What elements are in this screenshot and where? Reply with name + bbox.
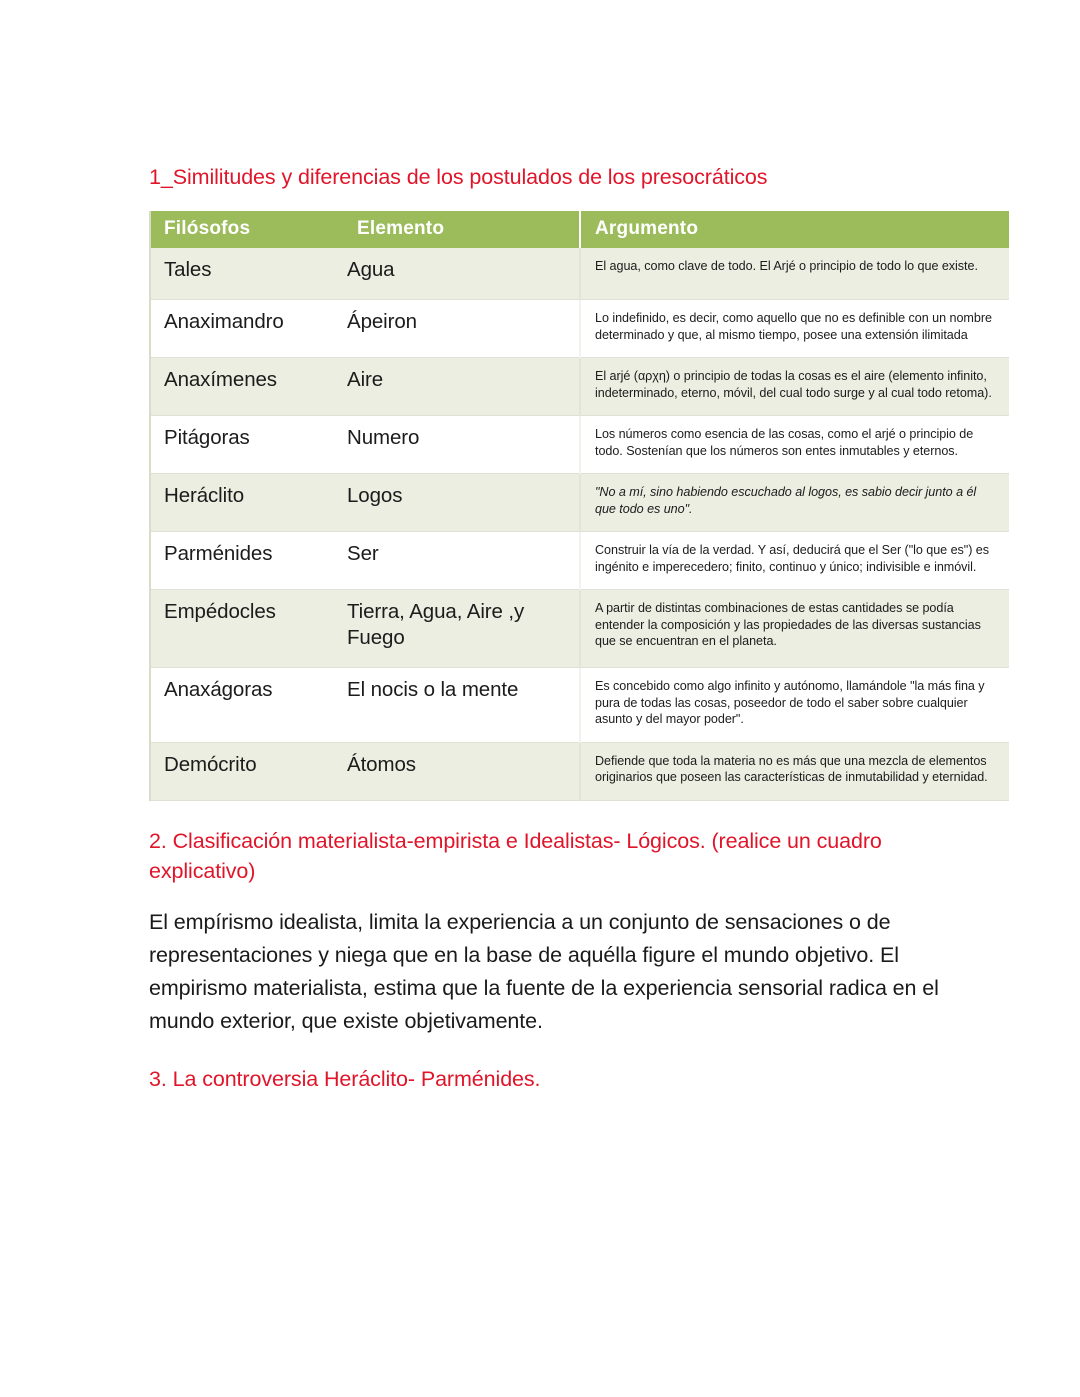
cell-argumento: A partir de distintas combinaciones de estas cantidades se podía entender la composición y las propiedades de las diversas sustancias que se encuentran en el planeta. bbox=[580, 590, 1009, 668]
cell-argumento: Los números como esencia de las cosas, como el arjé o principio de todo. Sostenían que los números son entes inmutables y eternos. bbox=[580, 416, 1009, 474]
presocratics-table-wrapper bbox=[149, 211, 1007, 801]
table-row bbox=[151, 474, 1009, 532]
table-body bbox=[151, 248, 1009, 800]
cell-argumento: Lo indefinido, es decir, como aquello que no es definible con un nombre determinado y que, al mismo tiempo, posee una extensión ilimitada bbox=[580, 300, 1009, 358]
cell-filosofo: Demócrito bbox=[151, 742, 344, 800]
document-content bbox=[149, 162, 1009, 1094]
cell-elemento: Ser bbox=[344, 532, 580, 590]
cell-filosofo: Anaxágoras bbox=[151, 668, 344, 743]
table-row bbox=[151, 416, 1009, 474]
table-row bbox=[151, 358, 1009, 416]
cell-elemento: Logos bbox=[344, 474, 580, 532]
cell-argumento: Construir la vía de la verdad. Y así, deducirá que el Ser ("lo que es") es ingénito e imperecedero; finito, continuo y único; indivisible e inmóvil. bbox=[580, 532, 1009, 590]
table-header-row bbox=[151, 211, 1009, 248]
cell-filosofo: Empédocles bbox=[151, 590, 344, 668]
cell-argumento: Es concebido como algo infinito y autónomo, llamándole "la más fina y pura de todas las cosas, poseedor de todo el saber sobre cualquier asunto y del mayor poder". bbox=[580, 668, 1009, 743]
table-row bbox=[151, 668, 1009, 743]
section-heading-3: 3. La controversia Heráclito- Parménides. bbox=[149, 1066, 541, 1091]
paragraph-empirismo: El empírismo idealista, limita la experiencia a un conjunto de sensaciones o de representaciones y niega que en la base de aquélla figure el mundo objetivo. El empirismo materialista, estima que la fuente de la experiencia sensorial radica en el mundo exterior, que existe objetivamente. bbox=[149, 909, 939, 1033]
cell-argumento: Defiende que toda la materia no es más que una mezcla de elementos originarios que poseen las características de inmutabilidad y eternidad. bbox=[580, 742, 1009, 800]
table-row bbox=[151, 532, 1009, 590]
column-header-filosofos: Filósofos bbox=[151, 211, 344, 248]
cell-elemento: Numero bbox=[344, 416, 580, 474]
cell-elemento: El nocis o la mente bbox=[344, 668, 580, 743]
cell-elemento: Aire bbox=[344, 358, 580, 416]
table-row bbox=[151, 248, 1009, 300]
cell-elemento: Agua bbox=[344, 248, 580, 300]
cell-argumento: "No a mí, sino habiendo escuchado al logos, es sabio decir junto a él que todo es uno". bbox=[580, 474, 1009, 532]
cell-filosofo: Anaxímenes bbox=[151, 358, 344, 416]
table-row bbox=[151, 742, 1009, 800]
cell-filosofo: Tales bbox=[151, 248, 344, 300]
table-row bbox=[151, 590, 1009, 668]
cell-filosofo: Anaximandro bbox=[151, 300, 344, 358]
cell-argumento: El agua, como clave de todo. El Arjé o principio de todo lo que existe. bbox=[580, 248, 1009, 300]
cell-argumento: El arjé (αρχη) o principio de todas la cosas es el aire (elemento infinito, indeterminado, eterno, móvil, del cual todo surge y al cual todo retoma). bbox=[580, 358, 1009, 416]
presocratics-table bbox=[151, 211, 1009, 801]
cell-elemento: Tierra, Agua, Aire ,y Fuego bbox=[344, 590, 580, 668]
cell-filosofo: Pitágoras bbox=[151, 416, 344, 474]
page-title: 1_Similitudes y diferencias de los postulados de los presocráticos bbox=[149, 165, 768, 189]
section-heading-2: 2. Clasificación materialista-empirista e Idealistas- Lógicos. (realice un cuadro explicativo) bbox=[149, 828, 882, 883]
cell-filosofo: Parménides bbox=[151, 532, 344, 590]
cell-filosofo: Heráclito bbox=[151, 474, 344, 532]
table-row bbox=[151, 300, 1009, 358]
column-header-elemento: Elemento bbox=[344, 211, 580, 248]
cell-elemento: Átomos bbox=[344, 742, 580, 800]
table-header bbox=[151, 211, 1009, 248]
column-header-argumento: Argumento bbox=[580, 211, 1009, 248]
cell-elemento: Ápeiron bbox=[344, 300, 580, 358]
